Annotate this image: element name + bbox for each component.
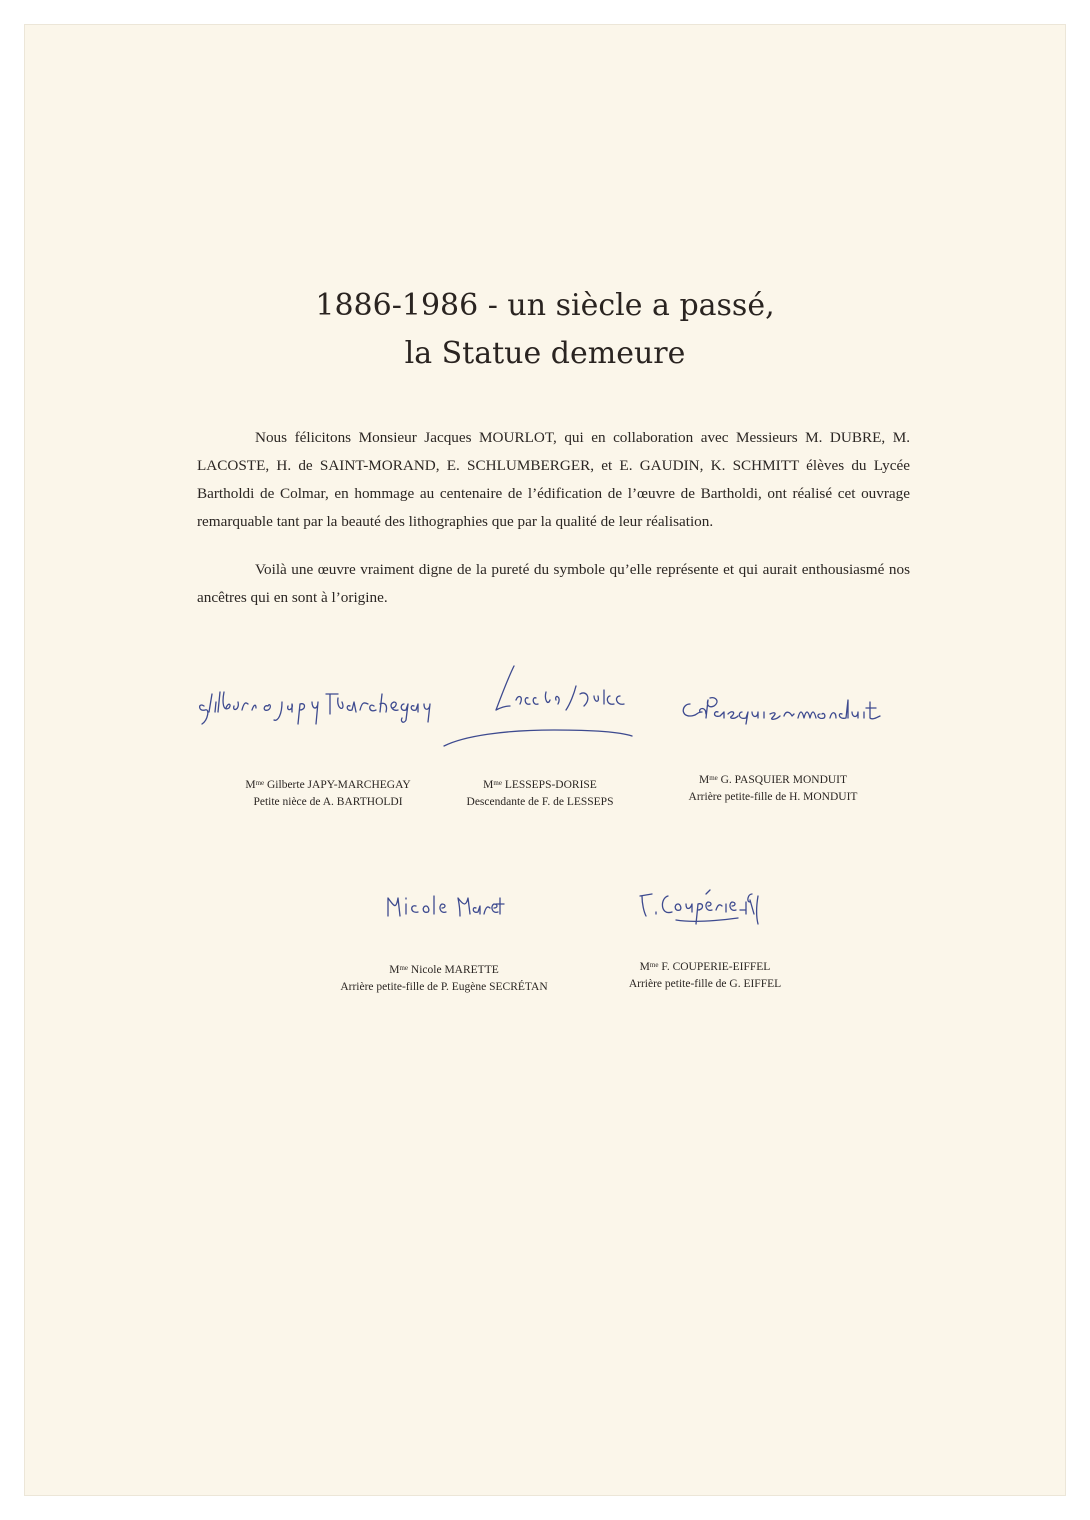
document-title [0, 282, 1090, 378]
signatory-name: $M^{me}$ Gilberte JAPY-MARCHEGAY [245, 779, 411, 791]
signatory-name: $M^{me}$ Nicole MARETTE [389, 964, 499, 976]
signature-marette [384, 890, 504, 924]
paragraph-congratulations: Nous félicitons Monsieur Jacques MOURLOT, qui en collaboration avec Messieurs M. DUBRE, M. LACOSTE, H. de SAINT-MORAND, E. SCHLUMBERGER, et E. GAUDIN, K. SCHMITT élèves du Lycée Bartholdi de Colmar, en hommage au centenaire de l’édification de l’œuvre de Bartholdi, ont réalisé cet ouvrage remarquable tant par la beauté des lithographies que par la qualité de leur réalisation. [197, 429, 910, 530]
title-line-2: la Statue demeure [404, 336, 686, 371]
signatory-name: $M^{me}$ F. COUPERIE-EIFFEL [639, 961, 771, 973]
paragraph-tribute: Voilà une œuvre vraiment digne de la pureté du symbole qu’elle représente et qui aurait enthousiasmé nos ancêtres qui en sont à l’origine. [197, 561, 910, 606]
signatory-caption-pasquier-monduit [668, 770, 878, 806]
signature-lesseps-dorise [444, 660, 644, 752]
signatory-relation: Arrière petite-fille de P. Eugène SECRÉTAN [340, 981, 548, 993]
signature-japy-marchegay [196, 680, 436, 730]
signatory-relation: Descendante de F. de LESSEPS [466, 796, 614, 808]
signatory-caption-couperie-eiffel [600, 957, 810, 993]
signatory-name: $M^{me}$ LESSEPS-DORISE [483, 779, 597, 791]
document-sheet [25, 25, 1065, 1495]
signatory-relation: Petite nièce de A. BARTHOLDI [253, 796, 403, 808]
signatory-relation: Arrière petite-fille de G. EIFFEL [628, 978, 782, 990]
signatory-caption-lesseps-dorise [440, 775, 640, 811]
title-line-1: 1886-1986 - un siècle a passé, [315, 288, 775, 323]
signature-couperie-eiffel [638, 888, 762, 936]
signature-pasquier-monduit [676, 690, 886, 726]
signatory-caption-marette [322, 960, 566, 996]
signatory-caption-japy-marchegay [208, 775, 448, 811]
signatory-relation: Arrière petite-fille de H. MONDUIT [688, 791, 858, 803]
signatory-name: $M^{me}$ G. PASQUIER MONDUIT [698, 774, 848, 786]
